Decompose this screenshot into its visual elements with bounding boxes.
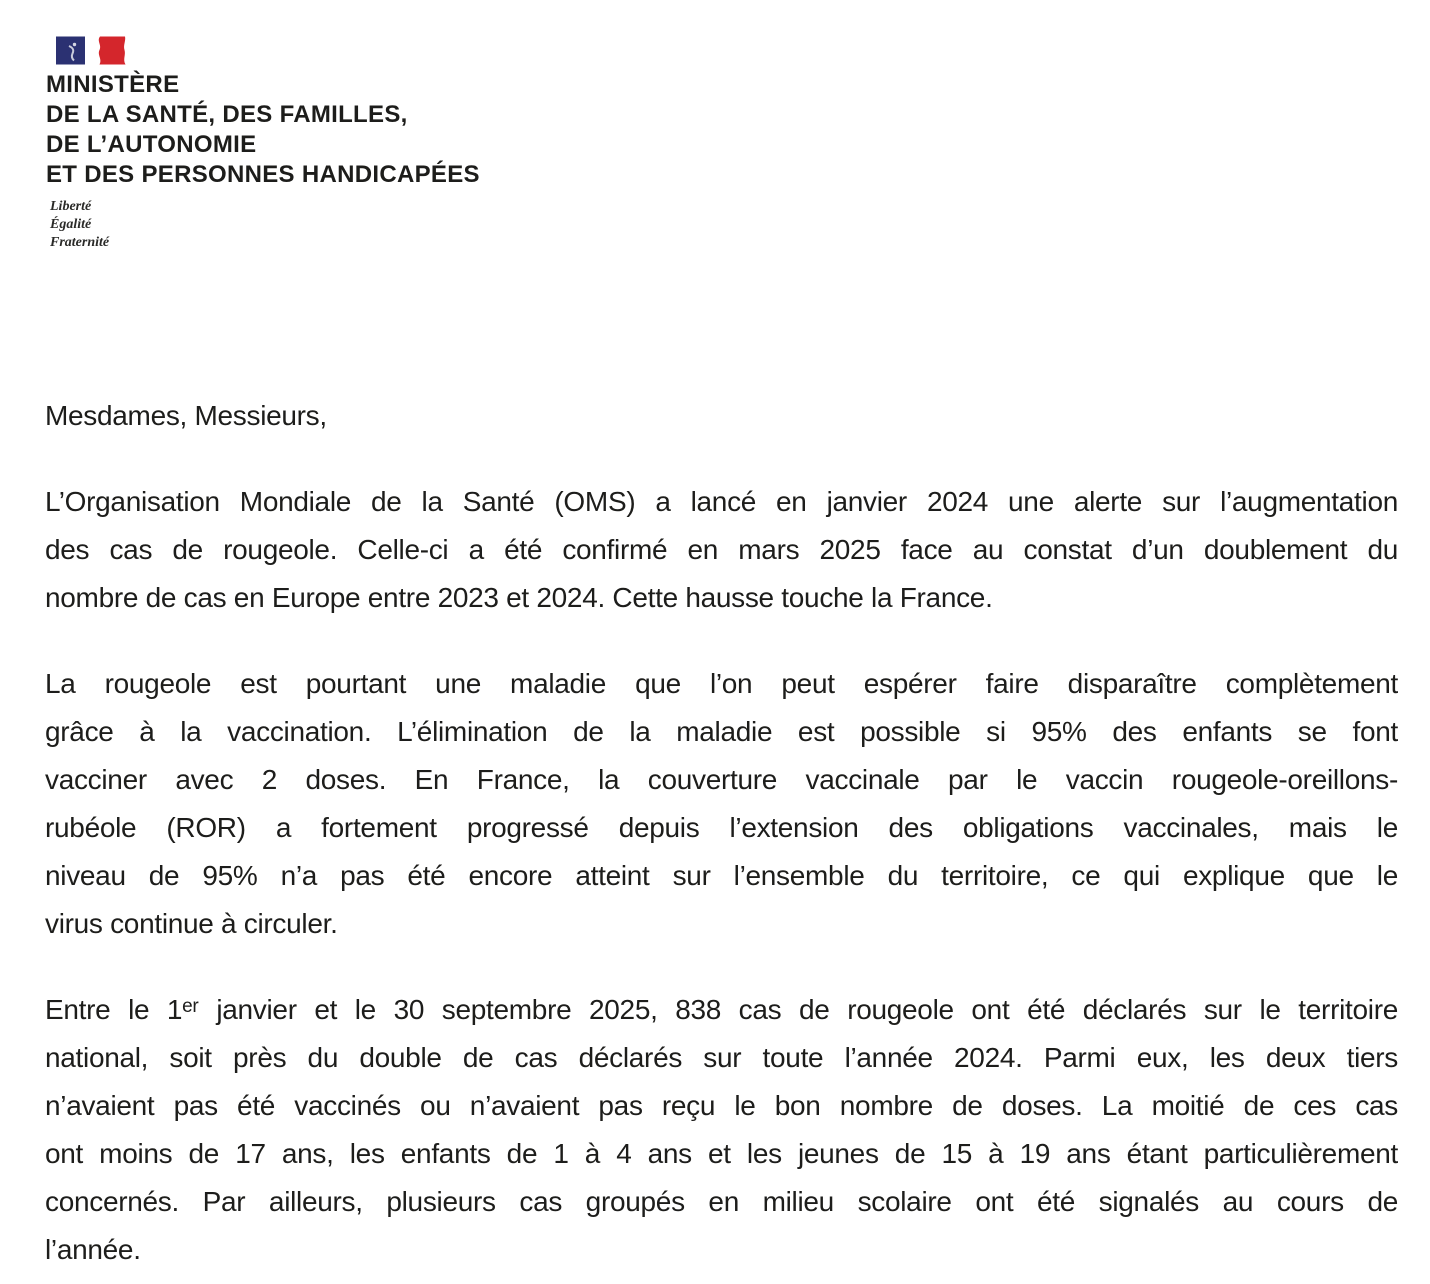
motto-line: Liberté: [50, 199, 92, 214]
text-line: nombre de cas en Europe entre 2023 et 2024. Cette hausse touche la France.: [45, 582, 993, 613]
motto-line: Égalité: [50, 217, 92, 232]
republic-motto: [50, 198, 480, 252]
letter-body: [45, 392, 1398, 1274]
text-line: concernés. Par ailleurs, plusieurs cas groupés en milieu scolaire ont été signalés au cours de: [45, 1186, 1398, 1217]
text-line: rubéole (ROR) a fortement progressé depuis l’extension des obligations vaccinales, mais le: [45, 812, 1398, 843]
text-line: ont moins de 17 ans, les enfants de 1 à 4 ans et les jeunes de 15 à 19 ans étant particulièrement: [45, 1138, 1398, 1169]
ministry-name: [46, 70, 480, 190]
ministry-name-line: DE L’AUTONOMIE: [46, 131, 257, 158]
paragraph-cases-2025: [45, 986, 1398, 1274]
text-line: niveau de 95% n’a pas été encore atteint sur l’ensemble du territoire, ce qui explique que le: [45, 860, 1398, 891]
text-line: virus continue à circuler.: [45, 908, 338, 939]
ministry-name-line: DE LA SANTÉ, DES FAMILLES,: [46, 101, 408, 128]
text-line: l’année.: [45, 1234, 141, 1265]
text-line: national, soit près du double de cas déclarés sur toute l’année 2024. Parmi eux, les deux tiers: [45, 1042, 1398, 1073]
text-line: La rougeole est pourtant une maladie que l’on peut espérer faire disparaître complètement: [45, 668, 1398, 699]
motto-line: Fraternité: [50, 235, 110, 250]
text-line: des cas de rougeole. Celle-ci a été confirmé en mars 2025 face au constat d’un doublement du: [45, 534, 1398, 565]
text-line: vacciner avec 2 doses. En France, la couverture vaccinale par le vaccin rougeole-oreillons-: [45, 764, 1398, 795]
text-line: n’avaient pas été vaccinés ou n’avaient pas reçu le bon nombre de doses. La moitié de ces cas: [45, 1090, 1398, 1121]
text-line: L’Organisation Mondiale de la Santé (OMS) a lancé en janvier 2024 une alerte sur l’augmentation: [45, 486, 1398, 517]
french-flag-icon: [56, 36, 126, 65]
ministry-name-line: ET DES PERSONNES HANDICAPÉES: [46, 161, 480, 188]
ministry-name-line: MINISTÈRE: [46, 71, 180, 98]
paragraph-vaccination: [45, 660, 1398, 948]
paragraph-oms-alert: [45, 478, 1398, 622]
text-line: grâce à la vaccination. L’élimination de la maladie est possible si 95% des enfants se font: [45, 716, 1398, 747]
text-line: Entre le 1ᵉʳ janvier et le 30 septembre 2025, 838 cas de rougeole ont été déclarés sur le territoire: [45, 994, 1398, 1025]
marianne-logo: [46, 36, 480, 252]
salutation: Mesdames, Messieurs,: [45, 400, 327, 431]
